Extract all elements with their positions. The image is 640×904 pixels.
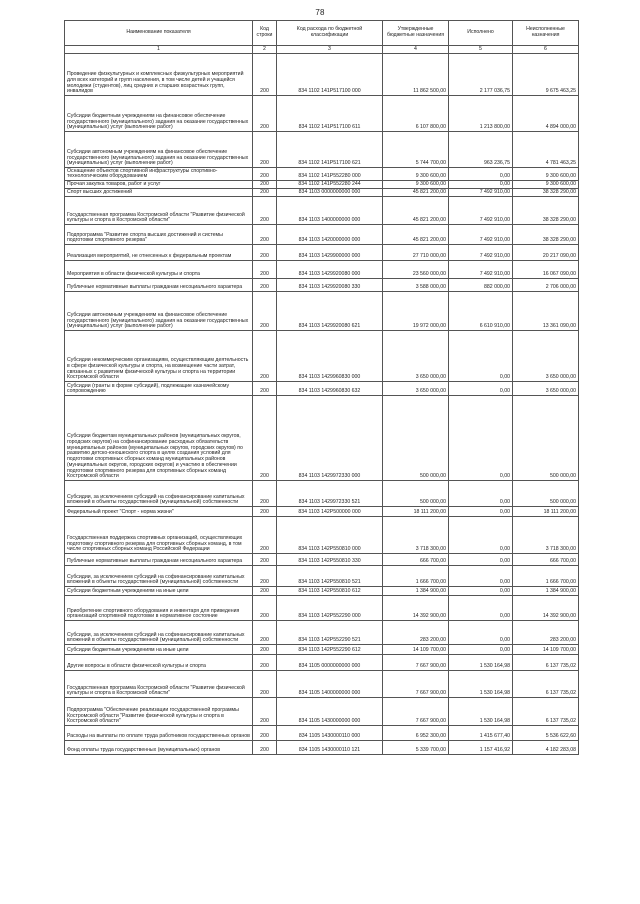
row-unexecuted-amount: 20 217 090,00: [513, 245, 579, 261]
row-indicator-name: Приобретение спортивного оборудования и инвентаря для приведения организаций спортивной подготовки в нормативное состояние: [65, 596, 253, 621]
row-executed-amount: 1 213 800,00: [449, 96, 513, 132]
row-indicator-name: Проведение физкультурных и комплексных физкультурных мероприятий для всех категорий и групп населения, в том числе детей и учащейся молодежи (студентов), лиц средних и старших возрастных групп, инвалидов: [65, 54, 253, 96]
table-row: [65, 245, 579, 261]
row-unexecuted-amount: 9 300 600,00: [513, 168, 579, 181]
table-row: [65, 292, 579, 331]
row-approved-amount: 18 111 200,00: [383, 507, 449, 517]
row-executed-amount: 0,00: [449, 566, 513, 587]
header-line-code: Код строки: [253, 21, 277, 46]
row-line-code: 200: [253, 645, 277, 655]
row-approved-amount: 14 109 700,00: [383, 645, 449, 655]
row-executed-amount: 0,00: [449, 382, 513, 396]
row-unexecuted-amount: 13 361 090,00: [513, 292, 579, 331]
row-executed-amount: 7 492 910,00: [449, 261, 513, 279]
row-executed-amount: 963 236,75: [449, 132, 513, 168]
row-line-code: 200: [253, 741, 277, 755]
row-unexecuted-amount: 9 300 600,00: [513, 181, 579, 189]
row-executed-amount: 0,00: [449, 481, 513, 507]
row-budget-code: 834 1102 141P517100 000: [277, 54, 383, 96]
row-approved-amount: 500 000,00: [383, 481, 449, 507]
row-approved-amount: 6 952 300,00: [383, 726, 449, 741]
row-budget-code: 834 1102 141P517100 621: [277, 132, 383, 168]
row-indicator-name: Федеральный проект "Спорт - норма жизни": [65, 507, 253, 517]
row-executed-amount: 1 157 416,92: [449, 741, 513, 755]
row-budget-code: 834 1103 142P552290 521: [277, 621, 383, 645]
row-line-code: 200: [253, 621, 277, 645]
row-budget-code: 834 1102 141P552280 000: [277, 168, 383, 181]
row-budget-code: 834 1103 1429920080 330: [277, 279, 383, 292]
header-unexecuted-appropriations: Неисполненные назначения: [513, 21, 579, 46]
table-row: [65, 132, 579, 168]
row-approved-amount: 500 000,00: [383, 396, 449, 481]
row-line-code: 200: [253, 181, 277, 189]
table-row: [65, 279, 579, 292]
row-unexecuted-amount: 1 666 700,00: [513, 566, 579, 587]
row-line-code: 200: [253, 507, 277, 517]
column-number: 6: [513, 46, 579, 54]
row-indicator-name: Субсидии бюджетам муниципальных районов (муниципальных округов, городских округов) на софинансирование расходных обязательств муниципальных районов (муниципальных округов, городских округов) по развитию детско-юношеского спорта в целях создания условий для подготовки спортивных сборных команд муниципальных районов (муниципальных округов, городских округов) и участию в обеспечении подготовки спортивного резерва для спортивных сборных команд Костромской области: [65, 396, 253, 481]
row-indicator-name: Публичные нормативные выплаты гражданам несоциального характера: [65, 279, 253, 292]
table-row: [65, 382, 579, 396]
row-executed-amount: 0,00: [449, 507, 513, 517]
row-approved-amount: 3 650 000,00: [383, 331, 449, 382]
row-budget-code: 834 1103 1429960830 632: [277, 382, 383, 396]
row-indicator-name: Субсидии, за исключением субсидий на софинансирование капитальных вложений в объекты государственной (муниципальной) собственности: [65, 621, 253, 645]
row-executed-amount: 0,00: [449, 396, 513, 481]
table-row: [65, 726, 579, 741]
row-indicator-name: Государственная поддержка спортивных организаций, осуществляющих подготовку спортивного резерва для спортивных сборных команд, в том числе спортивных сборных команд Российской Федерации: [65, 517, 253, 554]
row-line-code: 200: [253, 292, 277, 331]
row-line-code: 200: [253, 245, 277, 261]
row-approved-amount: 7 667 900,00: [383, 671, 449, 698]
column-number: 1: [65, 46, 253, 54]
row-approved-amount: 9 300 600,00: [383, 181, 449, 189]
row-approved-amount: 5 339 700,00: [383, 741, 449, 755]
row-line-code: 200: [253, 517, 277, 554]
column-number: 2: [253, 46, 277, 54]
table-row: [65, 621, 579, 645]
header-approved-appropriations: Утвержденные бюджетные назначения: [383, 21, 449, 46]
row-unexecuted-amount: 6 137 735,02: [513, 698, 579, 726]
row-budget-code: 834 1103 0000000000 000: [277, 189, 383, 197]
table-row: [65, 181, 579, 189]
table-row: [65, 197, 579, 225]
table-header-row: [65, 21, 579, 46]
row-indicator-name: Подпрограмма "Обеспечение реализации государственной программы Костромской области "Развитие физической культуры и спорта в Костромской области": [65, 698, 253, 726]
row-executed-amount: 0,00: [449, 554, 513, 566]
row-indicator-name: Субсидии бюджетным учреждениям на иные цели: [65, 645, 253, 655]
row-budget-code: 834 1103 1429972330 521: [277, 481, 383, 507]
row-budget-code: 834 1103 142P550810 330: [277, 554, 383, 566]
row-executed-amount: 7 492 910,00: [449, 189, 513, 197]
row-indicator-name: Субсидии, за исключением субсидий на софинансирование капитальных вложений в объекты государственной (муниципальной) собственности: [65, 481, 253, 507]
row-indicator-name: Субсидии автономным учреждениям на финансовое обеспечение государственного (муниципального) задания на оказание государственных (муниципальных) услуг (выполнение работ): [65, 292, 253, 331]
row-line-code: 200: [253, 698, 277, 726]
row-indicator-name: Мероприятия в области физической культуры и спорта: [65, 261, 253, 279]
row-unexecuted-amount: 4 781 463,25: [513, 132, 579, 168]
row-line-code: 200: [253, 566, 277, 587]
row-approved-amount: 3 588 000,00: [383, 279, 449, 292]
row-line-code: 200: [253, 726, 277, 741]
row-unexecuted-amount: 3 650 000,00: [513, 382, 579, 396]
row-unexecuted-amount: 283 200,00: [513, 621, 579, 645]
table-row: [65, 225, 579, 245]
row-approved-amount: 6 107 800,00: [383, 96, 449, 132]
row-budget-code: 834 1102 141P552280 244: [277, 181, 383, 189]
row-unexecuted-amount: 9 675 463,25: [513, 54, 579, 96]
row-indicator-name: Субсидии, за исключением субсидий на софинансирование капитальных вложений в объекты государственной (муниципальной) собственности: [65, 566, 253, 587]
row-unexecuted-amount: 16 067 090,00: [513, 261, 579, 279]
row-unexecuted-amount: 4 182 283,08: [513, 741, 579, 755]
row-line-code: 200: [253, 261, 277, 279]
row-line-code: 200: [253, 396, 277, 481]
row-executed-amount: 0,00: [449, 596, 513, 621]
page-number: 78: [315, 8, 325, 17]
row-indicator-name: Оснащение объектов спортивной инфраструктуры спортивно-технологическим оборудованием: [65, 168, 253, 181]
row-approved-amount: 45 821 200,00: [383, 225, 449, 245]
row-budget-code: 834 1103 1400000000 000: [277, 197, 383, 225]
table-row: [65, 566, 579, 587]
row-budget-code: 834 1103 142P552290 000: [277, 596, 383, 621]
table-body: [65, 54, 579, 755]
row-budget-code: 834 1103 1429920080 000: [277, 261, 383, 279]
row-unexecuted-amount: 500 000,00: [513, 481, 579, 507]
row-approved-amount: 1 666 700,00: [383, 566, 449, 587]
row-unexecuted-amount: 4 894 000,00: [513, 96, 579, 132]
table-row: [65, 645, 579, 655]
row-approved-amount: 7 667 900,00: [383, 655, 449, 671]
table-row: [65, 54, 579, 96]
row-budget-code: 834 1105 1400000000 000: [277, 671, 383, 698]
row-executed-amount: 0,00: [449, 517, 513, 554]
row-line-code: 200: [253, 655, 277, 671]
column-number: 5: [449, 46, 513, 54]
row-executed-amount: 0,00: [449, 645, 513, 655]
row-executed-amount: 0,00: [449, 181, 513, 189]
row-indicator-name: Другие вопросы в области физической культуры и спорта: [65, 655, 253, 671]
row-indicator-name: Фонд оплаты труда государственных (муниципальных) органов: [65, 741, 253, 755]
row-executed-amount: 6 610 910,00: [449, 292, 513, 331]
row-budget-code: 834 1105 0000000000 000: [277, 655, 383, 671]
row-executed-amount: 1 415 677,40: [449, 726, 513, 741]
row-approved-amount: 5 744 700,00: [383, 132, 449, 168]
row-line-code: 200: [253, 225, 277, 245]
row-executed-amount: 7 492 910,00: [449, 245, 513, 261]
row-budget-code: 834 1103 142P500000 000: [277, 507, 383, 517]
table-row: [65, 671, 579, 698]
row-budget-code: 834 1105 1430000110 121: [277, 741, 383, 755]
header-budget-classification-code: Код расхода по бюджетной классификации: [277, 21, 383, 46]
table-row: [65, 396, 579, 481]
table-row: [65, 741, 579, 755]
row-budget-code: 834 1103 1429920080 621: [277, 292, 383, 331]
row-approved-amount: 9 300 600,00: [383, 168, 449, 181]
row-budget-code: 834 1103 142P550810 612: [277, 587, 383, 596]
row-line-code: 200: [253, 331, 277, 382]
row-executed-amount: 1 530 164,98: [449, 671, 513, 698]
row-executed-amount: 1 530 164,98: [449, 698, 513, 726]
row-indicator-name: Публичные нормативные выплаты гражданам несоциального характера: [65, 554, 253, 566]
column-number-row: [65, 46, 579, 54]
row-indicator-name: Государственная программа Костромской области "Развитие физической культуры и спорта в Костромской области": [65, 197, 253, 225]
row-unexecuted-amount: 2 706 000,00: [513, 279, 579, 292]
row-executed-amount: 7 492 910,00: [449, 225, 513, 245]
row-indicator-name: Субсидии бюджетным учреждениям на иные цели: [65, 587, 253, 596]
row-indicator-name: Подпрограмма "Развитие спорта высших достижений и системы подготовки спортивного резерва": [65, 225, 253, 245]
row-unexecuted-amount: 38 328 290,00: [513, 197, 579, 225]
row-indicator-name: Государственная программа Костромской области "Развитие физической культуры и спорта в Костромской области": [65, 671, 253, 698]
row-budget-code: 834 1105 1430000110 000: [277, 726, 383, 741]
row-budget-code: 834 1103 1420000000 000: [277, 225, 383, 245]
row-unexecuted-amount: 38 328 290,00: [513, 189, 579, 197]
budget-execution-table: [64, 20, 579, 755]
row-line-code: 200: [253, 54, 277, 96]
row-unexecuted-amount: 3 650 000,00: [513, 331, 579, 382]
row-line-code: 200: [253, 168, 277, 181]
row-indicator-name: Субсидии некоммерческим организациям, осуществляющим деятельность в сфере физической культуры и спорта, на возмещение части затрат, связанных с развитием физической культуры и спорта на территории Костромской области: [65, 331, 253, 382]
table-row: [65, 554, 579, 566]
table-row: [65, 507, 579, 517]
row-approved-amount: 7 667 900,00: [383, 698, 449, 726]
row-unexecuted-amount: 38 328 290,00: [513, 225, 579, 245]
row-unexecuted-amount: 14 109 700,00: [513, 645, 579, 655]
table-row: [65, 655, 579, 671]
row-indicator-name: Расходы на выплаты по оплате труда работников государственных органов: [65, 726, 253, 741]
row-line-code: 200: [253, 481, 277, 507]
row-executed-amount: 1 530 164,98: [449, 655, 513, 671]
row-line-code: 200: [253, 587, 277, 596]
row-line-code: 200: [253, 96, 277, 132]
row-executed-amount: 882 000,00: [449, 279, 513, 292]
row-approved-amount: 19 972 000,00: [383, 292, 449, 331]
row-unexecuted-amount: 500 000,00: [513, 396, 579, 481]
row-line-code: 200: [253, 132, 277, 168]
row-budget-code: 834 1103 142P550810 521: [277, 566, 383, 587]
table-row: [65, 596, 579, 621]
table-row: [65, 698, 579, 726]
row-executed-amount: 0,00: [449, 168, 513, 181]
row-approved-amount: 283 200,00: [383, 621, 449, 645]
row-budget-code: 834 1105 1430000000 000: [277, 698, 383, 726]
row-line-code: 200: [253, 596, 277, 621]
row-indicator-name: Реализация мероприятий, не отнесенных к федеральным проектам: [65, 245, 253, 261]
header-indicator-name: Наименование показателя: [65, 21, 253, 46]
table-row: [65, 517, 579, 554]
row-approved-amount: 11 862 500,00: [383, 54, 449, 96]
row-executed-amount: 2 177 036,75: [449, 54, 513, 96]
row-budget-code: 834 1103 142P550810 000: [277, 517, 383, 554]
row-executed-amount: 7 492 910,00: [449, 197, 513, 225]
table-row: [65, 481, 579, 507]
row-budget-code: 834 1103 1429972330 000: [277, 396, 383, 481]
row-unexecuted-amount: 5 536 622,60: [513, 726, 579, 741]
row-line-code: 200: [253, 279, 277, 292]
row-indicator-name: Субсидии (гранты в форме субсидий), подлежащие казначейскому сопровождению: [65, 382, 253, 396]
row-line-code: 200: [253, 382, 277, 396]
row-line-code: 200: [253, 554, 277, 566]
row-indicator-name: Субсидии бюджетным учреждениям на финансовое обеспечение государственного (муниципального) задания на оказание государственных (муниципальных) услуг (выполнение работ): [65, 96, 253, 132]
header-executed: Исполнено: [449, 21, 513, 46]
row-line-code: 200: [253, 671, 277, 698]
row-unexecuted-amount: 6 137 735,02: [513, 671, 579, 698]
table-row: [65, 96, 579, 132]
column-number: 4: [383, 46, 449, 54]
column-number: 3: [277, 46, 383, 54]
row-approved-amount: 45 821 200,00: [383, 189, 449, 197]
table-row: [65, 261, 579, 279]
row-approved-amount: 3 650 000,00: [383, 382, 449, 396]
row-approved-amount: 1 384 900,00: [383, 587, 449, 596]
table-row: [65, 331, 579, 382]
row-unexecuted-amount: 18 111 200,00: [513, 507, 579, 517]
row-unexecuted-amount: 1 384 900,00: [513, 587, 579, 596]
row-approved-amount: 666 700,00: [383, 554, 449, 566]
row-line-code: 200: [253, 189, 277, 197]
row-executed-amount: 0,00: [449, 331, 513, 382]
table-row: [65, 587, 579, 596]
row-unexecuted-amount: 6 137 735,02: [513, 655, 579, 671]
table-row: [65, 189, 579, 197]
row-line-code: 200: [253, 197, 277, 225]
row-indicator-name: Прочая закупка товаров, работ и услуг: [65, 181, 253, 189]
row-approved-amount: 45 821 200,00: [383, 197, 449, 225]
row-unexecuted-amount: 3 718 300,00: [513, 517, 579, 554]
row-unexecuted-amount: 666 700,00: [513, 554, 579, 566]
row-budget-code: 834 1103 1429900000 000: [277, 245, 383, 261]
row-budget-code: 834 1102 141P517100 611: [277, 96, 383, 132]
row-executed-amount: 0,00: [449, 621, 513, 645]
row-unexecuted-amount: 14 392 900,00: [513, 596, 579, 621]
row-budget-code: 834 1103 142P552290 612: [277, 645, 383, 655]
row-indicator-name: Спорт высших достижений: [65, 189, 253, 197]
row-budget-code: 834 1103 1429960830 000: [277, 331, 383, 382]
table-row: [65, 168, 579, 181]
row-approved-amount: 23 560 000,00: [383, 261, 449, 279]
row-approved-amount: 27 710 000,00: [383, 245, 449, 261]
row-approved-amount: 14 392 900,00: [383, 596, 449, 621]
row-executed-amount: 0,00: [449, 587, 513, 596]
row-approved-amount: 3 718 300,00: [383, 517, 449, 554]
row-indicator-name: Субсидии автономным учреждениям на финансовое обеспечение государственного (муниципального) задания на оказание государственных (муниципальных) услуг (выполнение работ): [65, 132, 253, 168]
